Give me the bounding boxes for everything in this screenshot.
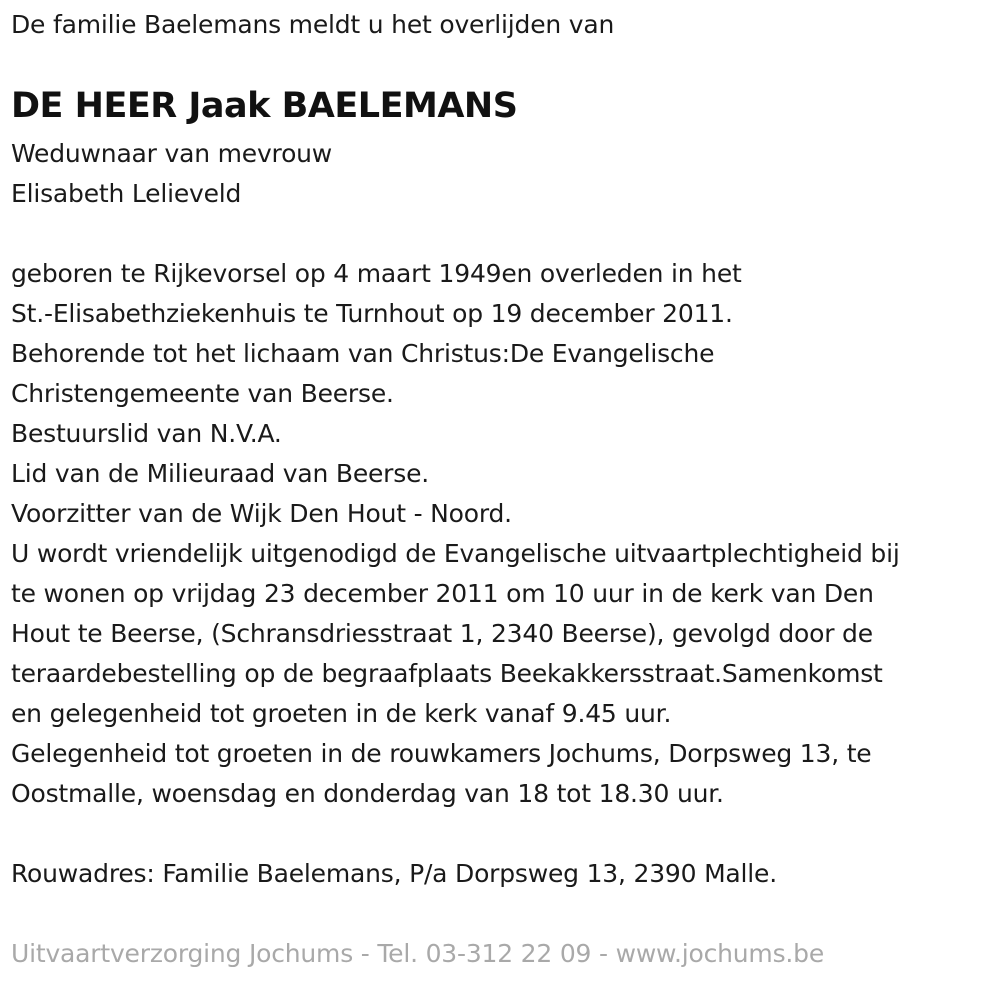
- deceased-name: DE HEER Jaak BAELEMANS: [11, 86, 518, 126]
- body-line: Voorzitter van de Wijk Den Hout - Noord.: [11, 499, 512, 528]
- body-line: Hout te Beerse, (Schransdriesstraat 1, 2340 Beerse), gevolgd door de: [11, 619, 873, 648]
- body-line: te wonen op vrijdag 23 december 2011 om 10 uur in de kerk van Den: [11, 579, 874, 608]
- body-line: Christengemeente van Beerse.: [11, 379, 394, 408]
- body-line: Bestuurslid van N.V.A.: [11, 419, 282, 448]
- spouse-line: Weduwnaar van mevrouw: [11, 139, 333, 168]
- spouse-line: Elisabeth Lelieveld: [11, 179, 242, 208]
- notice-body: [11, 254, 900, 814]
- spouse-block: [11, 134, 332, 214]
- body-line: en gelegenheid tot groeten in de kerk vanaf 9.45 uur.: [11, 699, 672, 728]
- intro-text: De familie Baelemans meldt u het overlijden van: [11, 10, 615, 39]
- body-line: teraardebestelling op de begraafplaats Beekakkersstraat.Samenkomst: [11, 659, 883, 688]
- body-line: U wordt vriendelijk uitgenodigd de Evangelische uitvaartplechtigheid bij: [11, 539, 900, 568]
- funeral-home-footer: Uitvaartverzorging Jochums - Tel. 03-312 22 09 - www.jochums.be: [11, 939, 825, 968]
- body-line: Gelegenheid tot groeten in de rouwkamers Jochums, Dorpsweg 13, te: [11, 739, 872, 768]
- body-line: Behorende tot het lichaam van Christus:De Evangelische: [11, 339, 715, 368]
- body-line: St.-Elisabethziekenhuis te Turnhout op 19 december 2011.: [11, 299, 733, 328]
- mourning-address: Rouwadres: Familie Baelemans, P/a Dorpsweg 13, 2390 Malle.: [11, 859, 777, 888]
- body-line: Oostmalle, woensdag en donderdag van 18 tot 18.30 uur.: [11, 779, 724, 808]
- body-line: Lid van de Milieuraad van Beerse.: [11, 459, 430, 488]
- body-line: geboren te Rijkevorsel op 4 maart 1949en overleden in het: [11, 259, 742, 288]
